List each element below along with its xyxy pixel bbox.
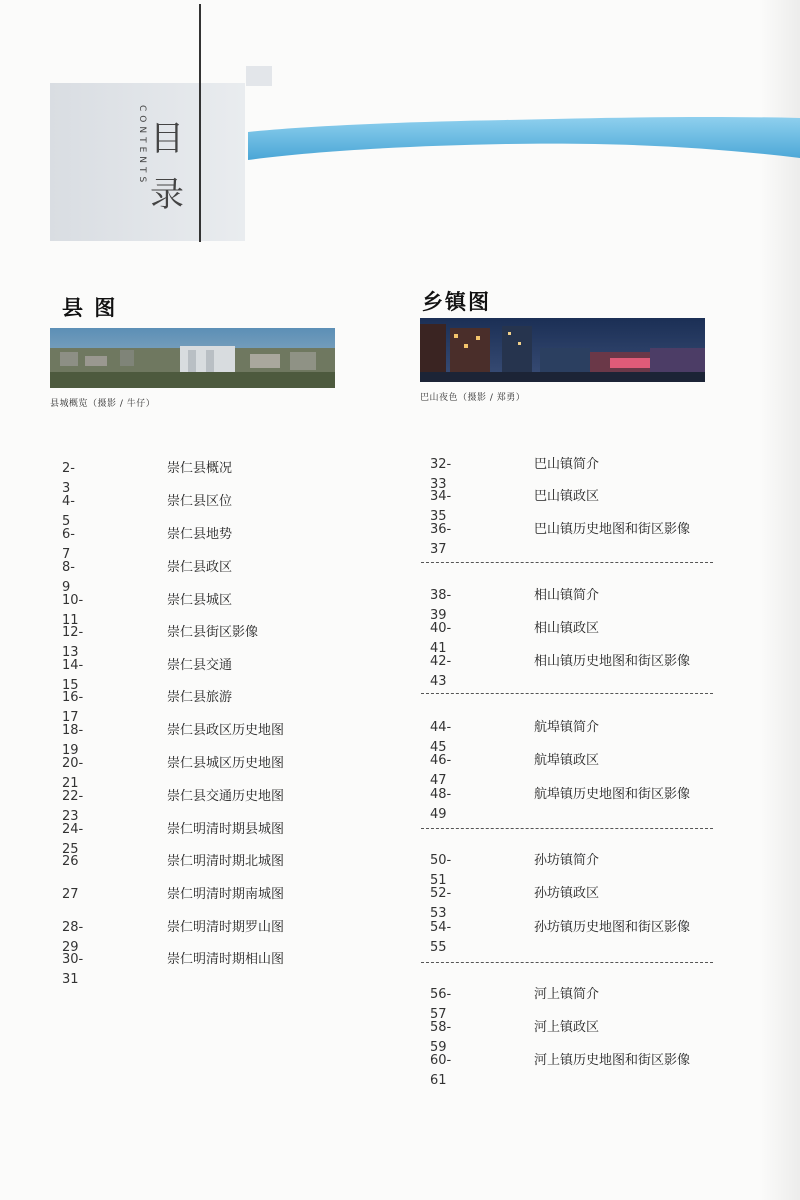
toc-pages: 60-61: [430, 1053, 452, 1088]
toc-pages: 46-47: [430, 753, 452, 788]
toc-title: 崇仁县交通历史地图: [167, 789, 285, 804]
toc-title: 崇仁县街区影像: [167, 625, 259, 640]
toc-pages: 36-37: [430, 522, 452, 557]
toc-pages: 52-53: [430, 886, 452, 921]
county-section-heading: 县 图: [62, 296, 118, 320]
toc-title: 巴山镇历史地图和街区影像: [534, 522, 691, 537]
toc-title: 巴山镇简介: [534, 457, 600, 472]
toc-pages: 42-43: [430, 654, 452, 689]
toc-title: 崇仁明清时期北城图: [167, 854, 285, 869]
toc-pages: 54-55: [430, 920, 452, 955]
title-char-2: 录: [150, 175, 184, 215]
toc-title: 航埠镇简介: [534, 720, 600, 735]
toc-title: 孙坊镇简介: [534, 853, 600, 868]
toc-pages: 27: [62, 887, 79, 902]
toc-pages: 16-17: [62, 690, 84, 725]
toc-pages: 30-31: [62, 952, 84, 987]
blue-ribbon-decoration: [246, 108, 800, 164]
toc-title: 航埠镇历史地图和街区影像: [534, 787, 691, 802]
contents-label: CONTENTS: [137, 105, 147, 187]
toc-title: 崇仁明清时期罗山图: [167, 920, 285, 935]
toc-pages: 10-11: [62, 593, 84, 628]
title-panel: [50, 83, 245, 241]
group-divider: [421, 562, 713, 563]
toc-title: 崇仁县交通: [167, 658, 233, 673]
toc-pages: 14-15: [62, 658, 84, 693]
toc-pages: 34-35: [430, 489, 452, 524]
county-town-photo: [50, 328, 335, 388]
toc-title: 崇仁县区位: [167, 494, 233, 509]
title-char-1: 目: [150, 119, 184, 159]
title-vertical-rule: [199, 4, 201, 242]
toc-title: 崇仁明清时期相山图: [167, 952, 285, 967]
toc-title: 崇仁县城区历史地图: [167, 756, 285, 771]
toc-pages: 50-51: [430, 853, 452, 888]
toc-pages: 40-41: [430, 621, 452, 656]
toc-title: 航埠镇政区: [534, 753, 600, 768]
toc-title: 孙坊镇历史地图和街区影像: [534, 920, 691, 935]
toc-title: 河上镇政区: [534, 1020, 600, 1035]
toc-pages: 20-21: [62, 756, 84, 791]
toc-pages: 28-29: [62, 920, 84, 955]
toc-title: 巴山镇政区: [534, 489, 600, 504]
page-edge-shadow: [760, 0, 800, 1200]
toc-title: 崇仁县城区: [167, 593, 233, 608]
toc-pages: 24-25: [62, 822, 84, 857]
toc-title: 崇仁县概况: [167, 461, 233, 476]
toc-title: 河上镇简介: [534, 987, 600, 1002]
toc-pages: 8-9: [62, 560, 75, 595]
toc-title: 崇仁明清时期县城图: [167, 822, 285, 837]
toc-title: 相山镇政区: [534, 621, 600, 636]
township-section-heading: 乡镇图: [422, 290, 491, 314]
toc-title: 相山镇历史地图和街区影像: [534, 654, 691, 669]
toc-pages: 48-49: [430, 787, 452, 822]
group-divider: [421, 962, 713, 963]
toc-title: 相山镇简介: [534, 588, 600, 603]
county-photo-caption: 县城概览（摄影 / 牛仔）: [50, 399, 156, 409]
toc-title: 崇仁县政区: [167, 560, 233, 575]
bashan-night-photo: [420, 318, 705, 382]
toc-pages: 32-33: [430, 457, 452, 492]
group-divider: [421, 693, 713, 694]
toc-pages: 18-19: [62, 723, 84, 758]
toc-pages: 6-7: [62, 527, 75, 562]
toc-pages: 38-39: [430, 588, 452, 623]
toc-pages: 2-3: [62, 461, 75, 496]
toc-title: 崇仁县政区历史地图: [167, 723, 285, 738]
toc-pages: 58-59: [430, 1020, 452, 1055]
toc-pages: 56-57: [430, 987, 452, 1022]
toc-pages: 22-23: [62, 789, 84, 824]
toc-pages: 44-45: [430, 720, 452, 755]
toc-pages: 26: [62, 854, 79, 869]
toc-title: 崇仁县地势: [167, 527, 233, 542]
toc-title: 崇仁县旅游: [167, 690, 233, 705]
toc-title: 河上镇历史地图和街区影像: [534, 1053, 691, 1068]
decorative-square: [246, 66, 272, 86]
toc-title: 孙坊镇政区: [534, 886, 600, 901]
toc-pages: 12-13: [62, 625, 84, 660]
group-divider: [421, 828, 713, 829]
toc-title: 崇仁明清时期南城图: [167, 887, 285, 902]
township-photo-caption: 巴山夜色（摄影 / 郑勇）: [420, 393, 526, 403]
toc-pages: 4-5: [62, 494, 75, 529]
